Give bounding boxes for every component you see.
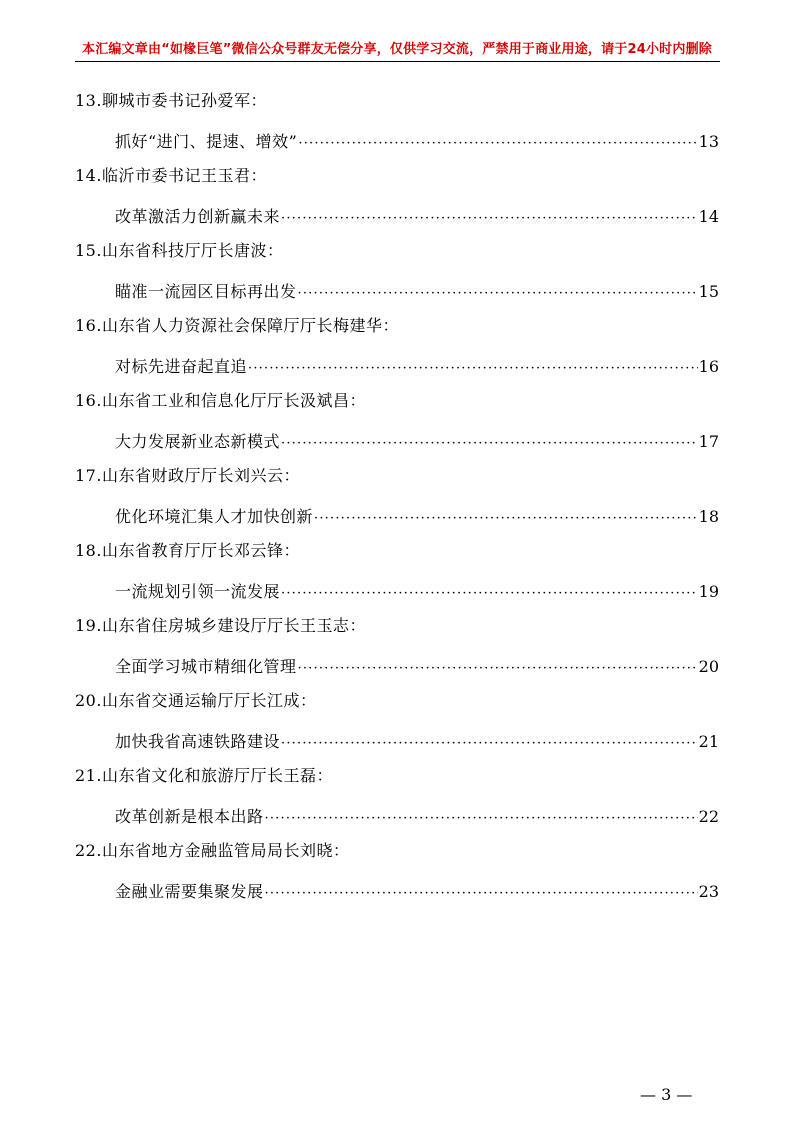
toc-entry-link[interactable] [75, 273, 719, 311]
toc-entry-title: 山东省财政厅厅长刘兴云： [101, 466, 300, 485]
toc-entry-number: 19. [75, 616, 102, 635]
toc-entry-subtitle: 一流规划引领一流发展 [115, 582, 281, 601]
toc-entry [75, 386, 719, 461]
toc-entry-number: 17. [75, 466, 102, 485]
toc-entry-subtitle: 加快我省高速铁路建设 [115, 732, 281, 751]
toc-entry-link[interactable] [75, 798, 719, 836]
toc-entry-title: 山东省人力资源社会保障厅厅长梅建华： [101, 316, 399, 335]
dot-leader [281, 575, 698, 613]
copyright-notice: 本汇编文章由“如椽巨笔”微信公众号群友无偿分享，仅供学习交流，严禁用于商业用途，请于24小时内删除 [82, 42, 712, 57]
dot-leader [298, 125, 697, 163]
toc-entry-number: 21. [75, 766, 102, 785]
toc-entry-title: 临沂市委书记王玉君： [101, 166, 267, 185]
toc-entry-title: 山东省文化和旅游厅厅长王磊： [101, 766, 333, 785]
dot-leader [281, 425, 698, 463]
toc-entry-number: 22. [75, 841, 102, 860]
toc-entry-subtitle: 改革激活力创新赢未来 [115, 207, 281, 226]
toc-entry-number: 15. [75, 241, 102, 260]
toc-entry [75, 536, 719, 611]
toc-entry-page: 13 [698, 132, 719, 151]
toc-entry-page: 23 [698, 882, 719, 901]
toc-entry-number: 13. [75, 91, 102, 110]
toc-entry-link[interactable] [75, 648, 719, 686]
toc-entry-subtitle: 优化环境汇集人才加快创新 [115, 507, 314, 526]
toc-entry-link[interactable] [75, 723, 719, 761]
toc-entry-subtitle: 对标先进奋起直追 [115, 357, 248, 376]
toc-entry [75, 686, 719, 761]
toc-entry-page: 19 [698, 582, 719, 601]
toc-entry-title: 山东省科技厅厅长唐波： [101, 241, 284, 260]
page-number: — 3 — [640, 1085, 693, 1104]
toc-entry-link[interactable] [75, 198, 719, 236]
toc-entry-title: 聊城市委书记孙爱军： [101, 91, 267, 110]
dot-leader [248, 350, 698, 388]
toc-entry-page: 15 [698, 282, 719, 301]
toc-entry-link[interactable] [75, 573, 719, 611]
toc-entry-link[interactable] [75, 123, 719, 161]
toc-entry-page: 16 [698, 357, 719, 376]
toc-entry-number: 14. [75, 166, 102, 185]
toc-entry-number: 20. [75, 691, 102, 710]
toc-entry-number: 16. [75, 391, 102, 410]
table-of-contents [75, 86, 719, 911]
dot-leader [281, 200, 698, 238]
toc-entry [75, 311, 719, 386]
toc-entry-subtitle: 全面学习城市精细化管理 [115, 657, 297, 676]
toc-entry-subtitle: 瞄准一流园区目标再出发 [115, 282, 297, 301]
toc-entry-page: 20 [698, 657, 719, 676]
toc-entry-link[interactable] [75, 873, 719, 911]
header-divider [75, 61, 720, 62]
toc-entry [75, 161, 719, 236]
toc-entry-title: 山东省交通运输厅厅长江成： [101, 691, 317, 710]
toc-entry-number: 16. [75, 316, 102, 335]
toc-entry-subtitle: 改革创新是根本出路 [115, 807, 264, 826]
toc-entry-link[interactable] [75, 348, 719, 386]
toc-entry-subtitle: 金融业需要集聚发展 [115, 882, 264, 901]
toc-entry-title: 山东省地方金融监管局局长刘晓： [101, 841, 350, 860]
dot-leader [281, 725, 698, 763]
toc-entry [75, 461, 719, 536]
dot-leader [265, 800, 698, 838]
toc-entry-title: 山东省住房城乡建设厅厅长王玉志： [101, 616, 366, 635]
dot-leader [314, 500, 698, 538]
toc-entry-link[interactable] [75, 423, 719, 461]
dot-leader [298, 650, 698, 688]
toc-entry-title: 山东省教育厅厅长邓云锋： [101, 541, 300, 560]
toc-entry-title: 山东省工业和信息化厅厅长汲斌昌： [101, 391, 366, 410]
toc-entry-subtitle: 大力发展新业态新模式 [115, 432, 281, 451]
dot-leader [298, 275, 698, 313]
toc-entry-subtitle: 抓好“进门、提速、增效” [115, 132, 298, 151]
toc-entry-link[interactable] [75, 498, 719, 536]
toc-entry [75, 836, 719, 911]
toc-entry-page: 21 [698, 732, 719, 751]
toc-entry-number: 18. [75, 541, 102, 560]
toc-entry [75, 86, 719, 161]
toc-entry [75, 761, 719, 836]
toc-entry-page: 22 [698, 807, 719, 826]
toc-entry-page: 18 [698, 507, 719, 526]
toc-entry-page: 17 [698, 432, 719, 451]
dot-leader [265, 875, 698, 913]
toc-entry-page: 14 [698, 207, 719, 226]
toc-entry [75, 236, 719, 311]
toc-entry [75, 611, 719, 686]
